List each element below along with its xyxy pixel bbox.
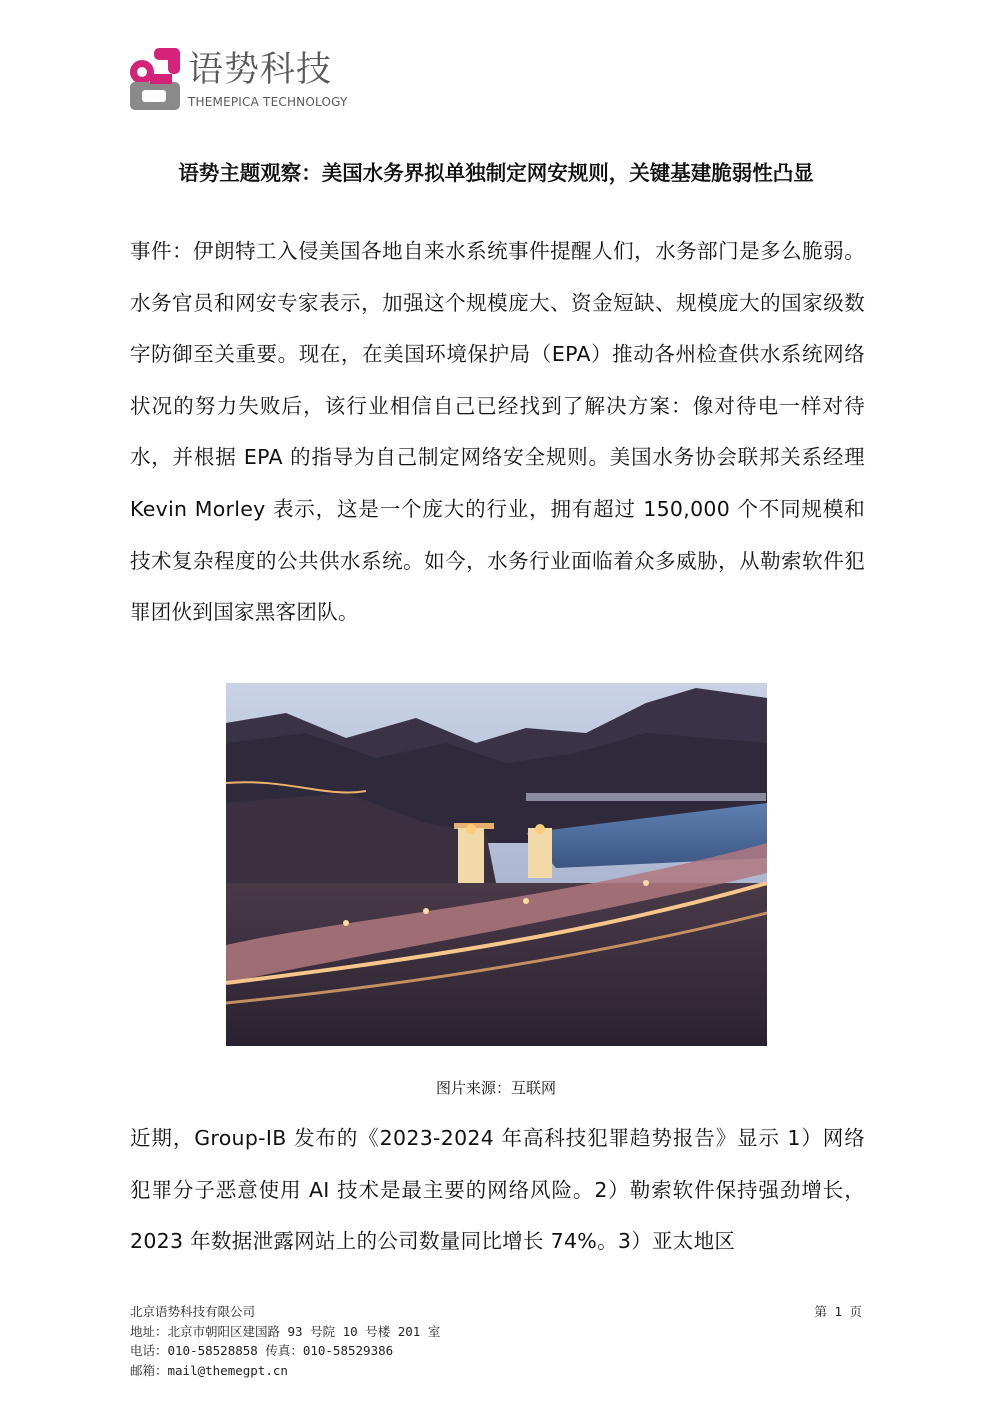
image-caption: 图片来源：互联网 (435, 1079, 556, 1097)
article-paragraph-1: 事件：伊朗特工入侵美国各地自来水系统事件提醒人们，水务部门是多么脆弱。水务官员和网安专家表示，加强这个规模庞大、资金短缺、规模庞大的国家级数字防御至关重要。现在，在美国环境保护局（EPA）推动各州检查供水系统网络状况的努力失败后，该行业相信自己已经找到了解决方案：像对待电一样对待水，并根据 EPA 的指导为自己制定网络安全规则。美国水务协会联邦关系经理 Kevin Morley 表示，这是一个庞大的行业，拥有超过 150,000 个不同规模和技术复杂程度的公共供水系统。如今，水务行业面临着众多威胁，从勒索软件犯罪团伙到国家黑客团队。 (130, 239, 865, 625)
dam-photo (226, 683, 767, 1046)
footer-phone: 电话：010-58528858 传真：010-58529386 (130, 1343, 394, 1358)
page-number: 第 1 页 (814, 1304, 862, 1319)
dam-night-scene (226, 683, 767, 1046)
footer-company: 北京语势科技有限公司 (130, 1304, 256, 1319)
brand-name-cn: 语势科技 (188, 50, 333, 90)
page-footer (130, 1302, 862, 1380)
brand-name-en: THEMEPICA TECHNOLOGY (188, 95, 348, 109)
footer-email: 邮箱：mail@themegpt.cn (130, 1362, 288, 1378)
article-paragraph-2: 近期，Group-IB 发布的《2023-2024 年高科技犯罪趋势报告》显示 1）网络犯罪分子恶意使用 AI 技术是最主要的网络风险。2）勒索软件保持强劲增长，2023 年数据泄露网站上的公司数量同比增长 74%。3）亚太地区 (130, 1126, 865, 1254)
logo-mark-icon (128, 46, 184, 112)
company-logo (128, 46, 368, 116)
footer-address: 地址：北京市朝阳区建国路 93 号院 10 号楼 201 室 (130, 1323, 441, 1339)
article-title: 语势主题观察：美国水务界拟单独制定网安规则，关键基建脆弱性凸显 (178, 161, 814, 185)
